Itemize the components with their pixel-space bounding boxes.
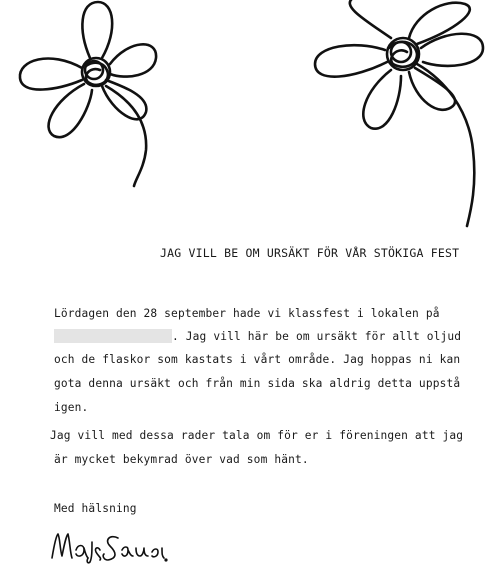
paragraph1-line-2: . Jag vill här be om ursäkt för allt oljud <box>172 330 462 343</box>
paragraph1-line-5: igen. <box>54 401 89 414</box>
handwritten-signature <box>48 528 168 564</box>
paragraph1-line-1: Lördagen den 28 september hade vi klassfest i lokalen på <box>54 307 440 320</box>
redacted-text-block <box>54 329 172 343</box>
paragraph1-line-3: och de flaskor som kastats i vårt område. Jag hoppas ni kan <box>54 353 461 366</box>
paragraph1-line-4: gota denna ursäkt och från min sida ska aldrig detta uppstå <box>54 377 461 390</box>
flower-doodle-right <box>305 0 495 230</box>
closing-salutation: Med hälsning <box>54 502 137 515</box>
flower-doodle-left <box>10 0 160 190</box>
letter-title: JAG VILL BE OM URSÄKT FÖR VÅR STÖKIGA FEST <box>160 246 460 260</box>
paragraph2-line-1: Jag vill med dessa rader tala om för er i föreningen att jag <box>50 429 464 442</box>
paragraph2-line-2: är mycket bekymrad över vad som hänt. <box>54 453 309 466</box>
